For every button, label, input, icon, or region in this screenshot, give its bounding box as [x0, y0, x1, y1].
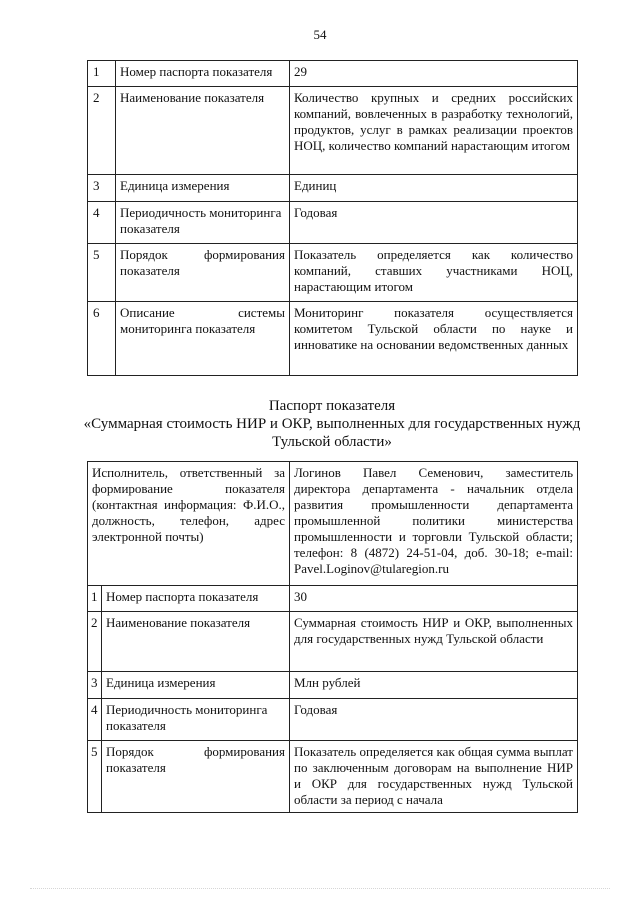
table-row	[88, 672, 578, 699]
row-number: 5	[88, 244, 116, 302]
row-value: Суммарная стоимость НИР и ОКР, выполненных для государственных нужд Тульской области	[290, 612, 578, 672]
row-number: 2	[88, 612, 102, 672]
row-label: Порядок формирования показателя	[116, 244, 290, 302]
row-number: 4	[88, 202, 116, 244]
scan-artifact-line	[30, 888, 610, 889]
executor-contact: Логинов Павел Семенович, заместитель директора департамента - начальник отдела развития промышленности департамента промышленной политики министерства промышленности и торговли Тульской области; телефон: 8 (4872) 24-51-04, доб. 30-18; e-mail: Pavel.Loginov@tularegion.ru	[290, 462, 578, 586]
row-number: 3	[88, 672, 102, 699]
row-label: Периодичность мониторинга показателя	[116, 202, 290, 244]
row-number: 1	[88, 586, 102, 612]
executor-row	[88, 462, 578, 586]
passport-subtitle: «Суммарная стоимость НИР и ОКР, выполненных для государственных нужд Тульской области»	[83, 416, 581, 450]
table-row	[88, 302, 578, 376]
row-label: Наименование показателя	[116, 87, 290, 175]
row-number: 3	[88, 175, 116, 202]
row-number: 1	[88, 61, 116, 87]
table-row	[88, 244, 578, 302]
row-value: 29	[290, 61, 578, 87]
row-value: Млн рублей	[290, 672, 578, 699]
table-row	[88, 202, 578, 244]
row-value: Мониторинг показателя осуществляется комитетом Тульской области по науке и инноватике на основании ведомственных данных	[290, 302, 578, 376]
indicator-30-table	[87, 461, 578, 813]
row-value: Количество крупных и средних российских компаний, вовлеченных в разработку технологий, продуктов, услуг в рамках реализации проектов НОЦ, количество компаний нарастающим итогом	[290, 87, 578, 175]
table-row	[88, 61, 578, 87]
row-number: 6	[88, 302, 116, 376]
table-row	[88, 699, 578, 741]
row-label: Единица измерения	[102, 672, 290, 699]
row-label: Порядок формирования показателя	[102, 741, 290, 813]
row-number: 4	[88, 699, 102, 741]
row-value: Единиц	[290, 175, 578, 202]
row-number: 2	[88, 87, 116, 175]
table-row	[88, 175, 578, 202]
row-label: Наименование показателя	[102, 612, 290, 672]
executor-label: Исполнитель, ответственный за формирование показателя (контактная информация: Ф.И.О., должность, телефон, адрес электронной почты)	[88, 462, 290, 586]
row-value: Показатель определяется как общая сумма выплат по заключенным договорам на выполнение НИР и ОКР для государственных нужд Тульской области за период с начала	[290, 741, 578, 813]
passport-title: Паспорт показателя	[268, 398, 396, 414]
row-label: Номер паспорта показателя	[116, 61, 290, 87]
row-label: Единица измерения	[116, 175, 290, 202]
table-row	[88, 586, 578, 612]
table-row	[88, 87, 578, 175]
row-value: Показатель определяется как количество компаний, ставших участниками НОЦ, нарастающим итогом	[290, 244, 578, 302]
row-label: Номер паспорта показателя	[102, 586, 290, 612]
row-value: Годовая	[290, 699, 578, 741]
row-label: Описание системы мониторинга показателя	[116, 302, 290, 376]
row-label: Периодичность мониторинга показателя	[102, 699, 290, 741]
table-row	[88, 612, 578, 672]
row-value: Годовая	[290, 202, 578, 244]
page-number: 54	[313, 27, 327, 42]
row-value: 30	[290, 586, 578, 612]
row-number: 5	[88, 741, 102, 813]
indicator-29-table	[87, 60, 578, 376]
table-row	[88, 741, 578, 813]
